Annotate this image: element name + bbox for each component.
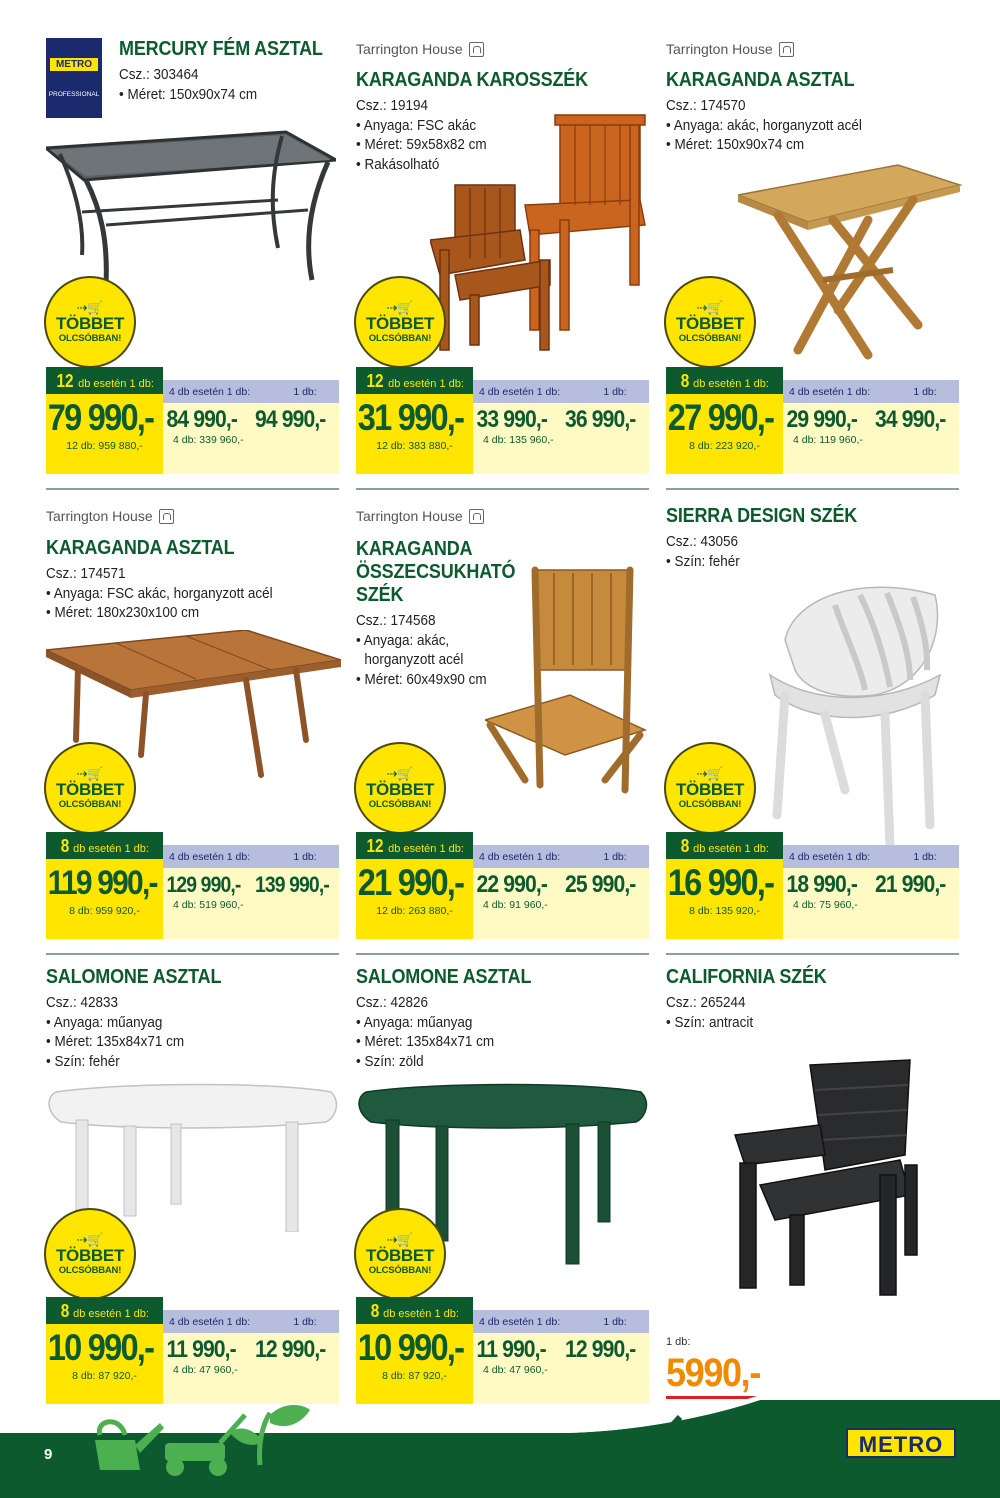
mid-total: 4 db: 47 960,- xyxy=(483,1364,548,1376)
brand-label: Tarrington House xyxy=(46,505,339,527)
tier-price-panel: 4 db esetén 1 db: 1 db: 11 990,- 12 990,- 4 db: 47 960,- xyxy=(163,1310,339,1404)
price-box xyxy=(356,832,649,939)
single-price: 21 990,- xyxy=(875,871,946,898)
cart-icon: ⇢🛒 xyxy=(76,765,104,781)
cart-icon: ⇢🛒 xyxy=(386,1231,414,1247)
page-number: 9 xyxy=(44,1446,53,1463)
product-code: Csz.: 42833 xyxy=(46,995,118,1011)
product-code: Csz.: 19194 xyxy=(356,98,428,114)
metro-pro-top: METRO xyxy=(50,58,98,71)
product-spec: • Szín: fehér xyxy=(46,1053,120,1070)
mid-price: 11 990,- xyxy=(166,1336,236,1363)
single-price: 36 990,- xyxy=(565,406,636,433)
cart-icon: ⇢🛒 xyxy=(386,299,414,315)
black-armchair-image xyxy=(730,1055,920,1300)
bulk-price-panel: 8 db esetén 1 db: 10 990,- 8 db: 87 920,- xyxy=(46,1297,163,1404)
product-title: KARAGANDA xyxy=(356,538,473,560)
bulk-price: 10 990,- xyxy=(47,1327,154,1368)
metro-logo: METRO xyxy=(846,1428,956,1458)
bulk-price: 31 990,- xyxy=(357,397,464,438)
product-spec: • Méret: 135x84x71 cm xyxy=(356,1034,495,1050)
product-spec: • Méret: 135x84x71 cm xyxy=(46,1034,185,1050)
bulk-price-panel: 8 db esetén 1 db: 119 990,- 8 db: 959 920,- xyxy=(46,832,163,939)
mid-total: 4 db: 119 960,- xyxy=(793,434,863,446)
single-price: 12 990,- xyxy=(255,1336,326,1363)
product-title: SALOMONE ASZTAL xyxy=(356,966,532,988)
single-price-block xyxy=(666,1336,782,1399)
cart-icon: ⇢🛒 xyxy=(76,1231,104,1247)
divider xyxy=(46,488,339,490)
white-design-chair-image xyxy=(765,575,950,845)
single-price: 34 990,- xyxy=(875,406,946,433)
product-code: Csz.: 42826 xyxy=(356,995,428,1011)
product-spec: • Anyaga: műanyag xyxy=(46,1014,163,1031)
product-title: CALIFORNIA SZÉK xyxy=(666,966,827,988)
bulk-total: 8 db: 87 920,- xyxy=(382,1370,447,1382)
product-code: Csz.: 174568 xyxy=(356,613,436,629)
product-title: ÖSSZECSUKHATÓ xyxy=(356,561,516,583)
price-box xyxy=(46,832,339,939)
bulk-price: 10 990,- xyxy=(357,1327,464,1368)
product-code: Csz.: 174571 xyxy=(46,566,126,582)
brand-house-icon xyxy=(159,509,174,524)
tobbet-olcsobban-badge: ⇢🛒 TÖBBET OLCSÓBBAN! xyxy=(44,1208,136,1300)
mid-price: 18 990,- xyxy=(786,871,857,898)
mid-total: 4 db: 47 960,- xyxy=(173,1364,238,1376)
product-title: SIERRA DESIGN SZÉK xyxy=(666,505,858,527)
bulk-total: 8 db: 135 920,- xyxy=(689,905,760,917)
brand-house-icon xyxy=(469,509,484,524)
cart-icon: ⇢🛒 xyxy=(386,765,414,781)
product-spec: • Anyaga: műanyag xyxy=(356,1014,473,1031)
mid-total: 4 db: 135 960,- xyxy=(483,434,554,446)
product-spec: • Méret: 150x90x74 cm xyxy=(119,86,258,103)
bulk-total: 8 db: 87 920,- xyxy=(72,1370,137,1382)
single-price: 25 990,- xyxy=(565,871,636,898)
mid-price: 29 990,- xyxy=(786,406,857,433)
product-title: KARAGANDA ASZTAL xyxy=(666,69,855,91)
product-spec: • Méret: 59x58x82 cm xyxy=(356,137,487,153)
product-title: SALOMONE ASZTAL xyxy=(46,966,222,988)
tier-price-panel: 4 db esetén 1 db: 1 db: 129 990,- 139 990,- 4 db: 519 960,- xyxy=(163,845,339,939)
mid-total: 4 db: 519 960,- xyxy=(173,899,244,911)
cart-icon: ⇢🛒 xyxy=(696,299,724,315)
bulk-price-panel: 8 db esetén 1 db: 27 990,- 8 db: 223 920,- xyxy=(666,367,783,474)
metro-pro-bottom: PROFESSIONAL xyxy=(48,91,100,98)
product-spec: • Anyaga: akác, xyxy=(356,632,450,649)
tier-price-panel: 4 db esetén 1 db: 1 db: 22 990,- 25 990,- 4 db: 91 960,- xyxy=(473,845,649,939)
bulk-price-panel: 8 db esetén 1 db: 16 990,- 8 db: 135 920,- xyxy=(666,832,783,939)
bulk-total: 12 db: 383 880,- xyxy=(376,440,453,452)
product-spec: • Anyaga: FSC akác, horganyzott acél xyxy=(46,585,273,602)
price-box xyxy=(666,367,959,474)
divider xyxy=(356,953,649,955)
single-price: 5990,- xyxy=(666,1351,760,1395)
product-spec: • Szín: fehér xyxy=(666,553,740,570)
product-code: Csz.: 265244 xyxy=(666,995,746,1011)
metal-table-image xyxy=(46,130,336,290)
divider xyxy=(666,953,959,955)
brand-house-icon xyxy=(779,42,794,57)
bulk-total: 12 db: 263 880,- xyxy=(376,905,453,917)
product-spec: horganyzott acél xyxy=(364,652,464,668)
brand-label: Tarrington House xyxy=(356,38,649,60)
tier-price-panel: 4 db esetén 1 db: 1 db: 84 990,- 94 990,- 4 db: 339 960,- xyxy=(163,380,339,474)
brand-house-icon xyxy=(469,42,484,57)
tobbet-olcsobban-badge: ⇢🛒 TÖBBET OLCSÓBBAN! xyxy=(354,1208,446,1300)
bulk-price: 79 990,- xyxy=(47,397,154,438)
tobbet-olcsobban-badge: ⇢🛒 TÖBBET OLCSÓBBAN! xyxy=(664,742,756,834)
product-spec: • Anyaga: akác, horganyzott acél xyxy=(666,117,862,134)
cart-icon: ⇢🛒 xyxy=(696,765,724,781)
product-spec: • Méret: 150x90x74 cm xyxy=(666,137,805,153)
product-code: Csz.: 303464 xyxy=(119,67,199,83)
product-spec: • Anyaga: FSC akác xyxy=(356,117,477,134)
product-title: KARAGANDA KAROSSZÉK xyxy=(356,69,588,91)
price-box xyxy=(666,832,959,939)
product-spec: • Rakásolható xyxy=(356,156,440,173)
mid-total: 4 db: 339 960,- xyxy=(173,434,244,446)
bulk-total: 8 db: 959 920,- xyxy=(69,905,140,917)
brand-label: Tarrington House xyxy=(356,505,649,527)
divider xyxy=(46,953,339,955)
product-code: Csz.: 174570 xyxy=(666,98,746,114)
single-price: 139 990,- xyxy=(255,872,329,897)
bulk-total: 12 db: 959 880,- xyxy=(66,440,143,452)
product-spec: • Szín: antracit xyxy=(666,1014,754,1031)
tobbet-olcsobban-badge: ⇢🛒 TÖBBET OLCSÓBBAN! xyxy=(354,742,446,834)
bulk-price-panel: 12 db esetén 1 db: 79 990,- 12 db: 959 880,- xyxy=(46,367,163,474)
mid-price: 84 990,- xyxy=(166,406,237,433)
single-price: 12 990,- xyxy=(565,1336,636,1363)
product-spec: • Méret: 180x230x100 cm xyxy=(46,605,200,621)
mid-price: 11 990,- xyxy=(476,1336,546,1363)
bulk-price: 119 990,- xyxy=(47,864,157,902)
bulk-price-panel: 12 db esetén 1 db: 31 990,- 12 db: 383 880,- xyxy=(356,367,473,474)
mid-price: 33 990,- xyxy=(476,406,547,433)
brand-label: Tarrington House xyxy=(666,38,959,60)
product-spec: • Szín: zöld xyxy=(356,1053,424,1070)
product-title: SZÉK xyxy=(356,584,404,606)
tier-price-panel: 4 db esetén 1 db: 1 db: 29 990,- 34 990,- 4 db: 119 960,- xyxy=(783,380,959,474)
bulk-total: 8 db: 223 920,- xyxy=(689,440,760,452)
tier-price-panel: 4 db esetén 1 db: 1 db: 18 990,- 21 990,- 4 db: 75 960,- xyxy=(783,845,959,939)
folding-table-image xyxy=(738,160,963,360)
price-box xyxy=(46,1297,339,1404)
cart-icon: ⇢🛒 xyxy=(76,299,104,315)
price-box xyxy=(356,1297,649,1404)
bulk-price: 21 990,- xyxy=(357,862,464,903)
divider xyxy=(666,488,959,490)
product-title: MERCURY FÉM ASZTAL xyxy=(119,38,323,60)
product-title: KARAGANDA ASZTAL xyxy=(46,537,235,559)
product-spec: • Méret: 60x49x90 cm xyxy=(356,671,487,688)
mid-price: 22 990,- xyxy=(476,871,547,898)
tobbet-olcsobban-badge: ⇢🛒 TÖBBET OLCSÓBBAN! xyxy=(44,742,136,834)
mid-total: 4 db: 91 960,- xyxy=(483,899,548,911)
bulk-price-panel: 8 db esetén 1 db: 10 990,- 8 db: 87 920,- xyxy=(356,1297,473,1404)
mid-price: 129 990,- xyxy=(166,872,241,897)
tier-price-panel: 4 db esetén 1 db: 1 db: 33 990,- 36 990,- 4 db: 135 960,- xyxy=(473,380,649,474)
tobbet-olcsobban-badge: ⇢🛒 TÖBBET OLCSÓBBAN! xyxy=(44,276,136,368)
product-code: Csz.: 43056 xyxy=(666,534,738,550)
tier-price-panel: 4 db esetén 1 db: 1 db: 11 990,- 12 990,- 4 db: 47 960,- xyxy=(473,1310,649,1404)
divider xyxy=(356,488,649,490)
bulk-price-panel: 12 db esetén 1 db: 21 990,- 12 db: 263 880,- xyxy=(356,832,473,939)
mid-total: 4 db: 75 960,- xyxy=(793,899,858,911)
tobbet-olcsobban-badge: ⇢🛒 TÖBBET OLCSÓBBAN! xyxy=(664,276,756,368)
bulk-price: 16 990,- xyxy=(667,862,774,903)
tobbet-olcsobban-badge: ⇢🛒 TÖBBET OLCSÓBBAN! xyxy=(354,276,446,368)
wooden-armchair-image xyxy=(430,110,655,355)
bulk-price: 27 990,- xyxy=(667,397,774,438)
price-box xyxy=(356,367,649,474)
folding-chair-image xyxy=(485,565,655,795)
price-box xyxy=(46,367,339,474)
single-price: 94 990,- xyxy=(255,406,326,433)
single-price-label: 1 db: xyxy=(666,1336,691,1348)
